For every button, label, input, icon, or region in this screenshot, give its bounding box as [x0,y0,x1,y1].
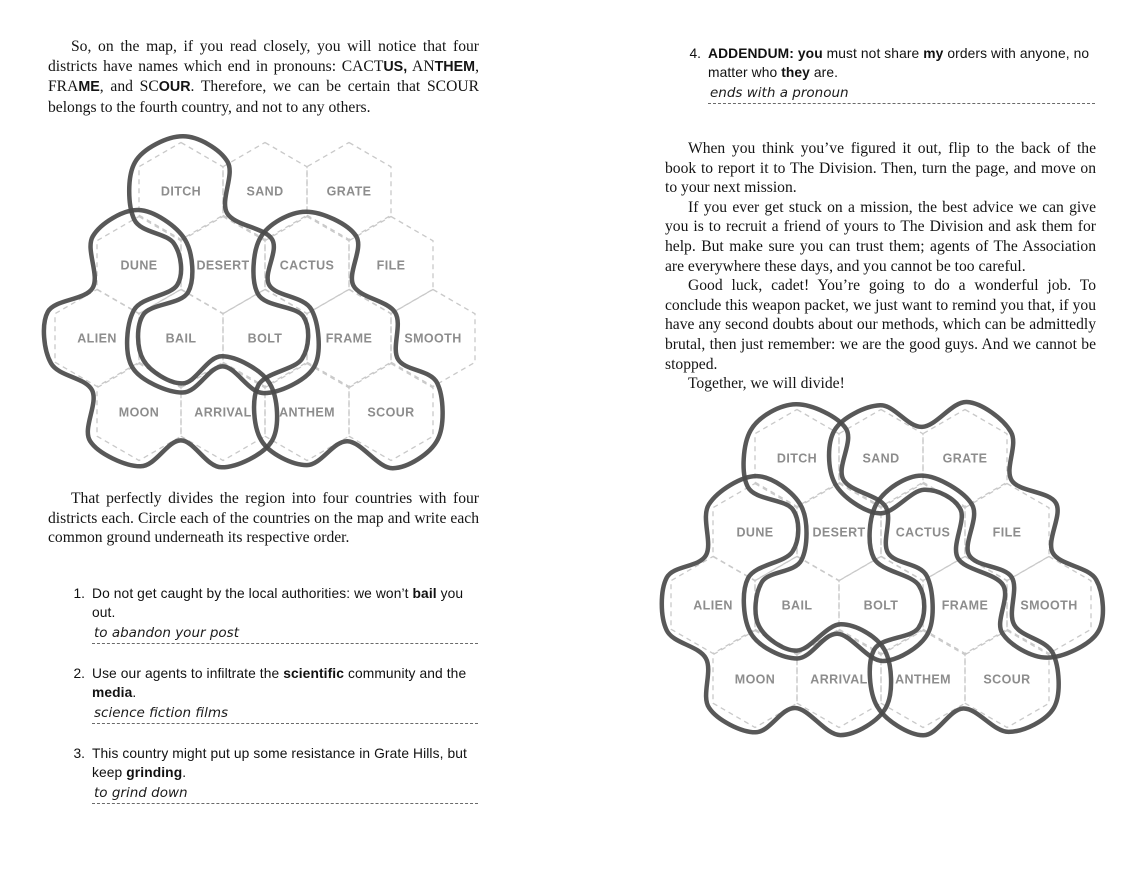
district-label: MOON [734,672,776,687]
district-label: DUNE [120,258,158,273]
handwritten-answer: ends with a pronoun [710,85,849,101]
district-label: MOON [118,405,160,420]
district-label: ALIEN [77,331,117,346]
district-label: DUNE [736,525,774,540]
paragraph-good-luck: Good luck, cadet! You’re going to do a wonderful job. To conclude this weapon packet, we just want to remind you that, if you have any second doubts about our methods, which can be admittedly brutal, then just remember: we are the good guys. And we cannot be stopped. [665,277,1096,373]
clue-item-1 [70,584,478,644]
clue-body [708,44,1095,104]
clue-number: 1. [73,586,85,601]
clue-item-2 [70,664,478,724]
handwritten-answer: science fiction films [94,705,229,721]
district-label: DITCH [776,451,818,466]
clue-number: 3. [73,746,85,761]
district-label: SAND [246,184,284,199]
handwritten-answer: to abandon your post [94,625,239,641]
district-label: BAIL [165,331,197,346]
intro-paragraph: So, on the map, if you read closely, you will notice that four districts have names which end in pronouns: CACTUS, ANTHEM, FRAME, and SCOUR. Therefore, we can be certain that SCOUR belongs to the fourth country, and not to any others. [48,38,479,116]
district-label: FILE [376,258,406,273]
district-label: ANTHEM [279,405,335,420]
right-page-text [665,139,1096,394]
instructions-paragraph: That perfectly divides the region into four countries with four districts each. Circle each of the countries on the map and write each common ground underneath its respective order. [48,490,479,547]
district-label: BAIL [781,598,813,613]
district-label: SMOOTH [1020,598,1078,613]
district-label: FRAME [325,331,373,346]
district-label: DITCH [160,184,202,199]
district-label: GRATE [326,184,372,199]
district-label: FRAME [941,598,989,613]
district-label: ALIEN [693,598,733,613]
district-label: SMOOTH [404,331,462,346]
handwritten-answer: to grind down [94,785,188,801]
hex-map-right-svg [665,407,1097,732]
district-label: ARRIVAL [810,672,868,687]
clue-body [92,744,478,804]
district-label: SCOUR [367,405,415,420]
answer-blank-line[interactable] [708,84,1095,104]
paragraph-together-divide: Together, we will divide! [688,375,845,393]
clue-item-4-wrap [686,44,1095,124]
clue-body [92,584,478,644]
answer-blank-line[interactable] [92,704,478,724]
paragraph-stuck-advice: If you ever get stuck on a mission, the best advice we can give you is to recruit a friend of yours to The Division and ask them for help. But make sure you can trust them; agents of The Association are everywhere these days, and you cannot be too careful. [665,198,1096,275]
district-map-left [49,140,481,465]
district-label: SCOUR [983,672,1031,687]
district-label: BOLT [247,331,283,346]
clue-list [70,584,478,824]
district-label: DESERT [196,258,250,273]
district-label: CACTUS [895,525,951,540]
clue-body [92,664,478,724]
clue-item-4 [686,44,1095,104]
answer-blank-line[interactable] [92,624,478,644]
paragraph-report-to-division: When you think you’ve figured it out, flip to the back of the book to report it to The Division. Then, turn the page, and move on to your next mission. [665,140,1096,197]
answer-blank-line[interactable] [92,784,478,804]
district-label: BOLT [863,598,899,613]
clue-item-3 [70,744,478,804]
clue-number: 4. [689,46,701,61]
clue-text: Use our agents to infiltrate the scientific community and the media. [92,666,467,700]
district-label: DESERT [812,525,866,540]
district-label: ANTHEM [895,672,951,687]
district-label: FILE [992,525,1022,540]
district-label: ARRIVAL [194,405,252,420]
clue-text: Do not get caught by the local authorities: we won’t bail you out. [92,586,464,620]
district-label: CACTUS [279,258,335,273]
clue-text: This country might put up some resistance in Grate Hills, but keep grinding. [92,746,467,780]
district-map-right [665,407,1097,732]
clue-text: ADDENDUM: you must not share my orders with anyone, no matter who they are. [708,46,1090,80]
district-label: GRATE [942,451,988,466]
district-label: SAND [862,451,900,466]
hex-map-left-svg [49,140,481,465]
clue-number: 2. [73,666,85,681]
